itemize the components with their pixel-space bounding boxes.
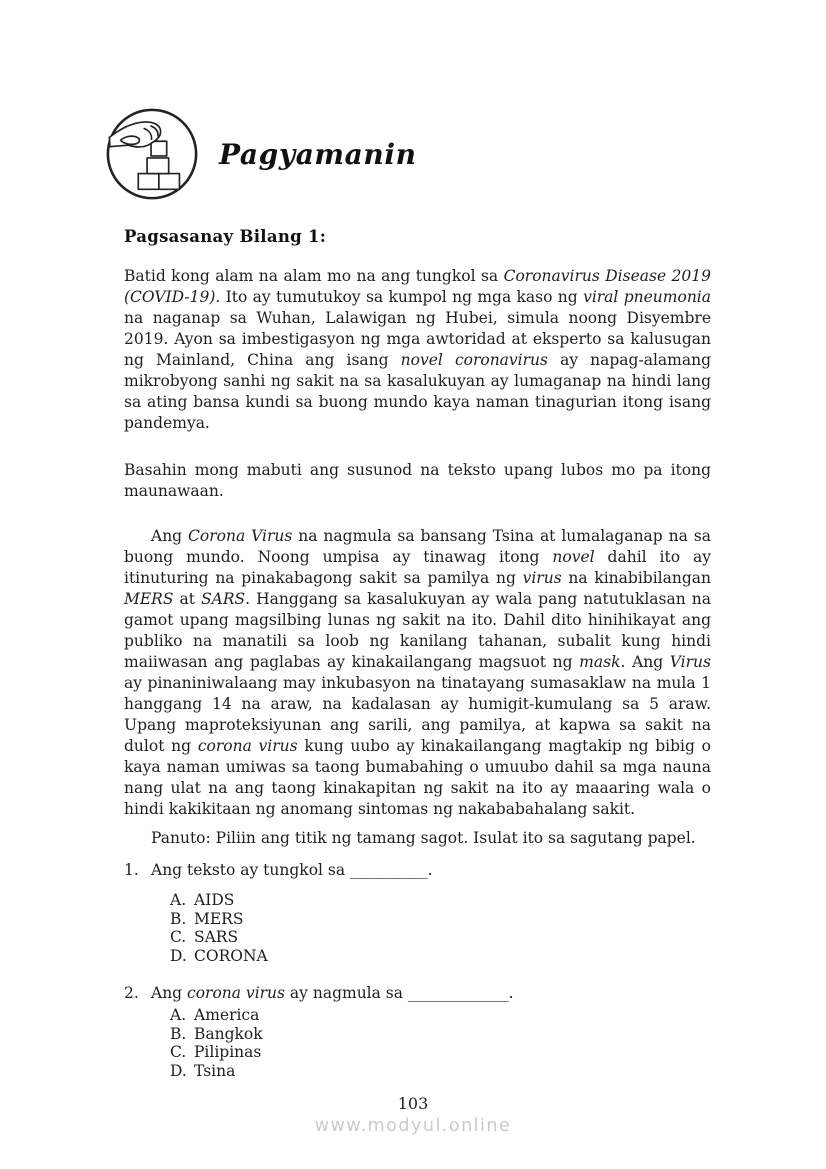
footer xyxy=(0,1094,826,1136)
question-1-option-a xyxy=(170,891,711,910)
option-text: Tsina xyxy=(194,1061,236,1080)
option-letter: A. xyxy=(170,1006,187,1024)
option-letter: C. xyxy=(170,928,187,946)
question-2 xyxy=(124,983,711,1080)
hand-stacking-blocks-icon xyxy=(103,105,201,203)
question-2-option-c xyxy=(170,1043,711,1062)
option-text: Pilipinas xyxy=(194,1043,262,1061)
question-1-option-d xyxy=(170,947,711,966)
question-1-text: Ang teksto ay tungkol sa __________. xyxy=(151,861,433,879)
question-2-text: Ang corona virus ay nagmula sa _____________. xyxy=(151,984,514,1002)
option-letter: B. xyxy=(170,909,187,928)
question-1-options xyxy=(170,891,711,965)
option-letter: D. xyxy=(170,1061,187,1080)
question-1 xyxy=(124,860,711,965)
option-text: SARS xyxy=(194,928,239,946)
option-letter: B. xyxy=(170,1024,187,1043)
question-1-option-c xyxy=(170,928,711,947)
content xyxy=(124,226,711,1080)
option-text: MERS xyxy=(194,909,244,928)
instruction-paragraph: Basahin mong mabuti ang susunod na teksto upang lubos mo pa itong maunawaan. xyxy=(124,461,711,500)
header xyxy=(103,105,417,203)
watermark: www.modyul.online xyxy=(314,1116,512,1136)
question-2-option-a xyxy=(170,1006,711,1025)
option-text: AIDS xyxy=(194,891,235,909)
reading-text-paragraph: Ang Corona Virus na nagmula sa bansang Tsina at lumalaganap na sa buong mundo. Noong umpisa ay tinawag itong novel dahil ito ay itinuturing na pinakabagong sakit sa pamilya ng virus na kinabibilangan MERS at SARS. Hanggang sa kasalukuyan ay wala pang natutuklasan na gamot upang magsilbing lunas ng sakit na ito. Dahil dito hinihikayat ang publiko na manatili sa loob ng kanilang tahanan, subalit kung hindi maiiwasan ang paglabas ay kinakailangang magsuot ng mask. Ang Virus ay pinaniniwalaang may inkubasyon na tinatayang sumasaklaw na mula 1 hanggang 14 na araw, na kadalasan ay humigit-kumulang sa 5 araw. Upang maproteksiyunan ang sarili, ang pamilya, at kapwa sa sakit na dulot ng corona virus kung uubo ay kinakailangang magtakip ng bibig o kaya naman umiwas sa taong bumabahing o umuubo dahil sa mga nauna nang ulat na ang taong kinakapitan ng sakit na ito ay maaaring wala o hindi kakikitaan ng anomang sintomas ng nakababahalang sakit. xyxy=(124,527,712,818)
question-2-option-b xyxy=(170,1025,711,1044)
panuto-instruction: Panuto: Piliin ang titik ng tamang sagot. Isulat ito sa sagutang papel. xyxy=(151,829,696,847)
page-number: 103 xyxy=(397,1094,429,1113)
question-1-stem xyxy=(124,860,711,881)
option-text: Bangkok xyxy=(194,1024,263,1043)
question-2-options xyxy=(170,1006,711,1080)
question-1-option-b xyxy=(170,910,711,929)
question-1-number: 1. xyxy=(124,861,139,879)
question-2-number: 2. xyxy=(124,984,139,1002)
question-2-stem xyxy=(124,983,711,1004)
intro-paragraph: Batid kong alam na alam mo na ang tungkol sa Coronavirus Disease 2019 (COVID-19). Ito ay tumutukoy sa kumpol ng mga kaso ng viral pneumonia na naganap sa Wuhan, Lalawigan ng Hubei, simula noong Disyembre 2019. Ayon sa imbestigasyon ng mga awtoridad at eksperto sa kalusugan ng Mainland, China ang isang novel coronavirus ay napag-alamang mikrobyong sanhi ng sakit na sa kasalukuyan ay lumaganap na hindi lang sa ating bansa kundi sa buong mundo kaya naman tinagurian itong isang pandemya. xyxy=(124,267,712,432)
option-text: CORONA xyxy=(194,946,268,965)
option-text: America xyxy=(194,1006,260,1024)
option-letter: A. xyxy=(170,891,187,909)
question-2-option-d xyxy=(170,1062,711,1081)
option-letter: C. xyxy=(170,1043,187,1061)
option-letter: D. xyxy=(170,946,187,965)
exercise-heading: Pagsasanay Bilang 1: xyxy=(124,227,327,246)
page-title: Pagyamanin xyxy=(219,137,417,171)
